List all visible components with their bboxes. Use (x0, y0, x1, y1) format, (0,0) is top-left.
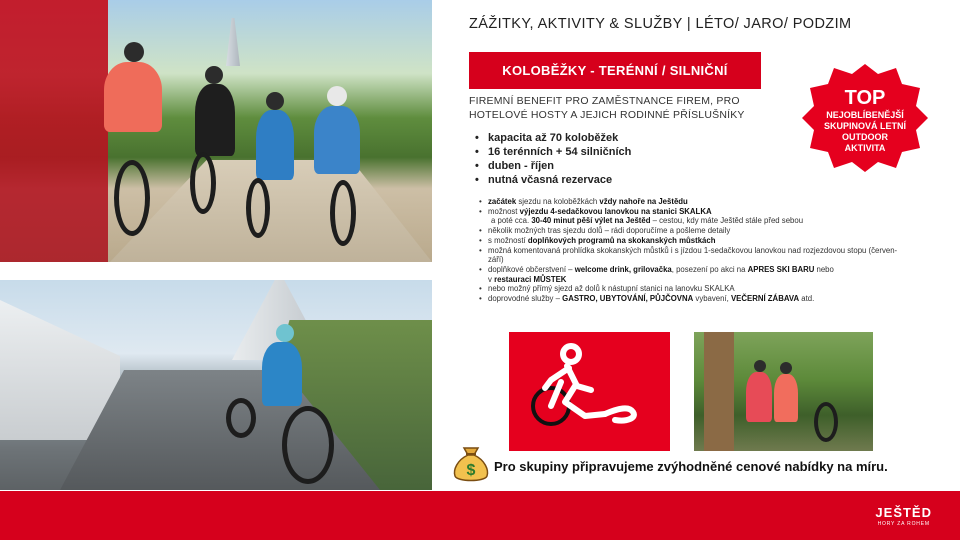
photo-person (276, 324, 294, 342)
key-fact: • duben - říjen (475, 159, 631, 173)
photo-wheel (246, 178, 270, 238)
subtitle: FIREMNÍ BENEFIT PRO ZAMĚSTNANCE FIREM, PRO HOTELOVÉ HOSTY A JEJICH RODINNÉ PŘÍSLUŠNÍKY (469, 95, 745, 121)
offer-text: Pro skupiny připravujeme zvýhodněné cenové nabídky na míru. (494, 459, 888, 474)
detail-item: • možnost výjezdu 4-sedačkovou lanovkou na stanici SKALKA a poté cca. 30-40 minut pěší výlet na Ještěd – cestou, kdy máte Ještěd stále před sebou (479, 207, 899, 226)
photo-person (195, 84, 235, 156)
details-list (479, 197, 899, 304)
photo-person (774, 374, 798, 422)
badge-text (800, 88, 930, 154)
key-fact: • kapacita až 70 koloběžek (475, 131, 631, 145)
photo-person (327, 86, 347, 106)
photo-person (780, 362, 792, 374)
scooter-icon-box (509, 332, 670, 451)
photo-tree (704, 332, 734, 451)
detail-item: • nebo možný přímý sjezd až dolů k nástupní stanici na lanovku SKALKA (479, 284, 899, 294)
photo-person (746, 372, 772, 422)
photo-tower-silhouette (226, 18, 240, 66)
logo-main-text: JEŠTĚD (875, 505, 932, 520)
detail-item: • možná komentovaná prohlídka skokanských můstků i s jízdou 1-sedačkovou lanovkou nad rozjezdovou stopu (červen-září) (479, 246, 899, 265)
top-badge (800, 62, 930, 172)
group-small-photo (694, 332, 873, 451)
photo-person (104, 62, 162, 132)
logo-sub-text: HORY ZA ROHEM (877, 521, 930, 527)
photo-wheel (330, 180, 356, 246)
page-title: ZÁŽITKY, AKTIVITY & SLUŽBY | LÉTO/ JARO/ PODZIM (469, 16, 852, 32)
family-scooter-photo (0, 0, 432, 262)
key-fact: • nutná včasná rezervace (475, 173, 631, 187)
badge-description: NEJOBLÍBENĚJŠÍ SKUPINOVÁ LETNÍ OUTDOOR AKTIVITA (823, 110, 906, 153)
photo-wheel (814, 402, 838, 442)
group-offer (451, 442, 931, 484)
money-bag-icon (451, 442, 491, 484)
photo-person (205, 66, 223, 84)
category-banner: KOLOBĚŽKY - TERÉNNÍ / SILNIČNÍ (469, 52, 761, 89)
photo-wheel (282, 406, 334, 484)
svg-text:$: $ (466, 462, 476, 479)
photo-person (256, 110, 294, 180)
detail-item: • doprovodné služby – GASTRO, UBYTOVÁNÍ, PŮJČOVNA vybavení, VEČERNÍ ZÁBAVA atd. (479, 294, 899, 304)
key-facts-list (475, 131, 631, 187)
photo-wheel (226, 398, 256, 438)
photo-person (754, 360, 766, 372)
photo-wheel (114, 160, 150, 236)
red-overlay (0, 0, 108, 262)
jested-logo (875, 506, 932, 528)
key-fact: • 16 terénních + 54 silničních (475, 145, 631, 159)
photo-wheel (190, 152, 216, 214)
detail-item: • začátek sjezdu na koloběžkách vždy nahoře na Ještědu (479, 197, 899, 207)
photo-person (262, 342, 302, 406)
detail-item: • s možností doplňkových programů na skokanských můstkách (479, 236, 899, 246)
badge-top-word: TOP (844, 87, 886, 109)
footer-bar (0, 491, 960, 540)
photo-person (314, 106, 360, 174)
tower-ride-photo (0, 280, 432, 490)
scooter-icon (509, 332, 670, 451)
photo-person (124, 42, 144, 62)
photo-person (266, 92, 284, 110)
detail-item: • doplňkové občerstvení – welcome drink, grilovačka, posezení po akci na APRES SKI BARU nebo v restauraci MŮSTEK (479, 265, 899, 284)
detail-item: • několik možných tras sjezdu dolů – rádi doporučíme a pošleme detaily (479, 226, 899, 236)
